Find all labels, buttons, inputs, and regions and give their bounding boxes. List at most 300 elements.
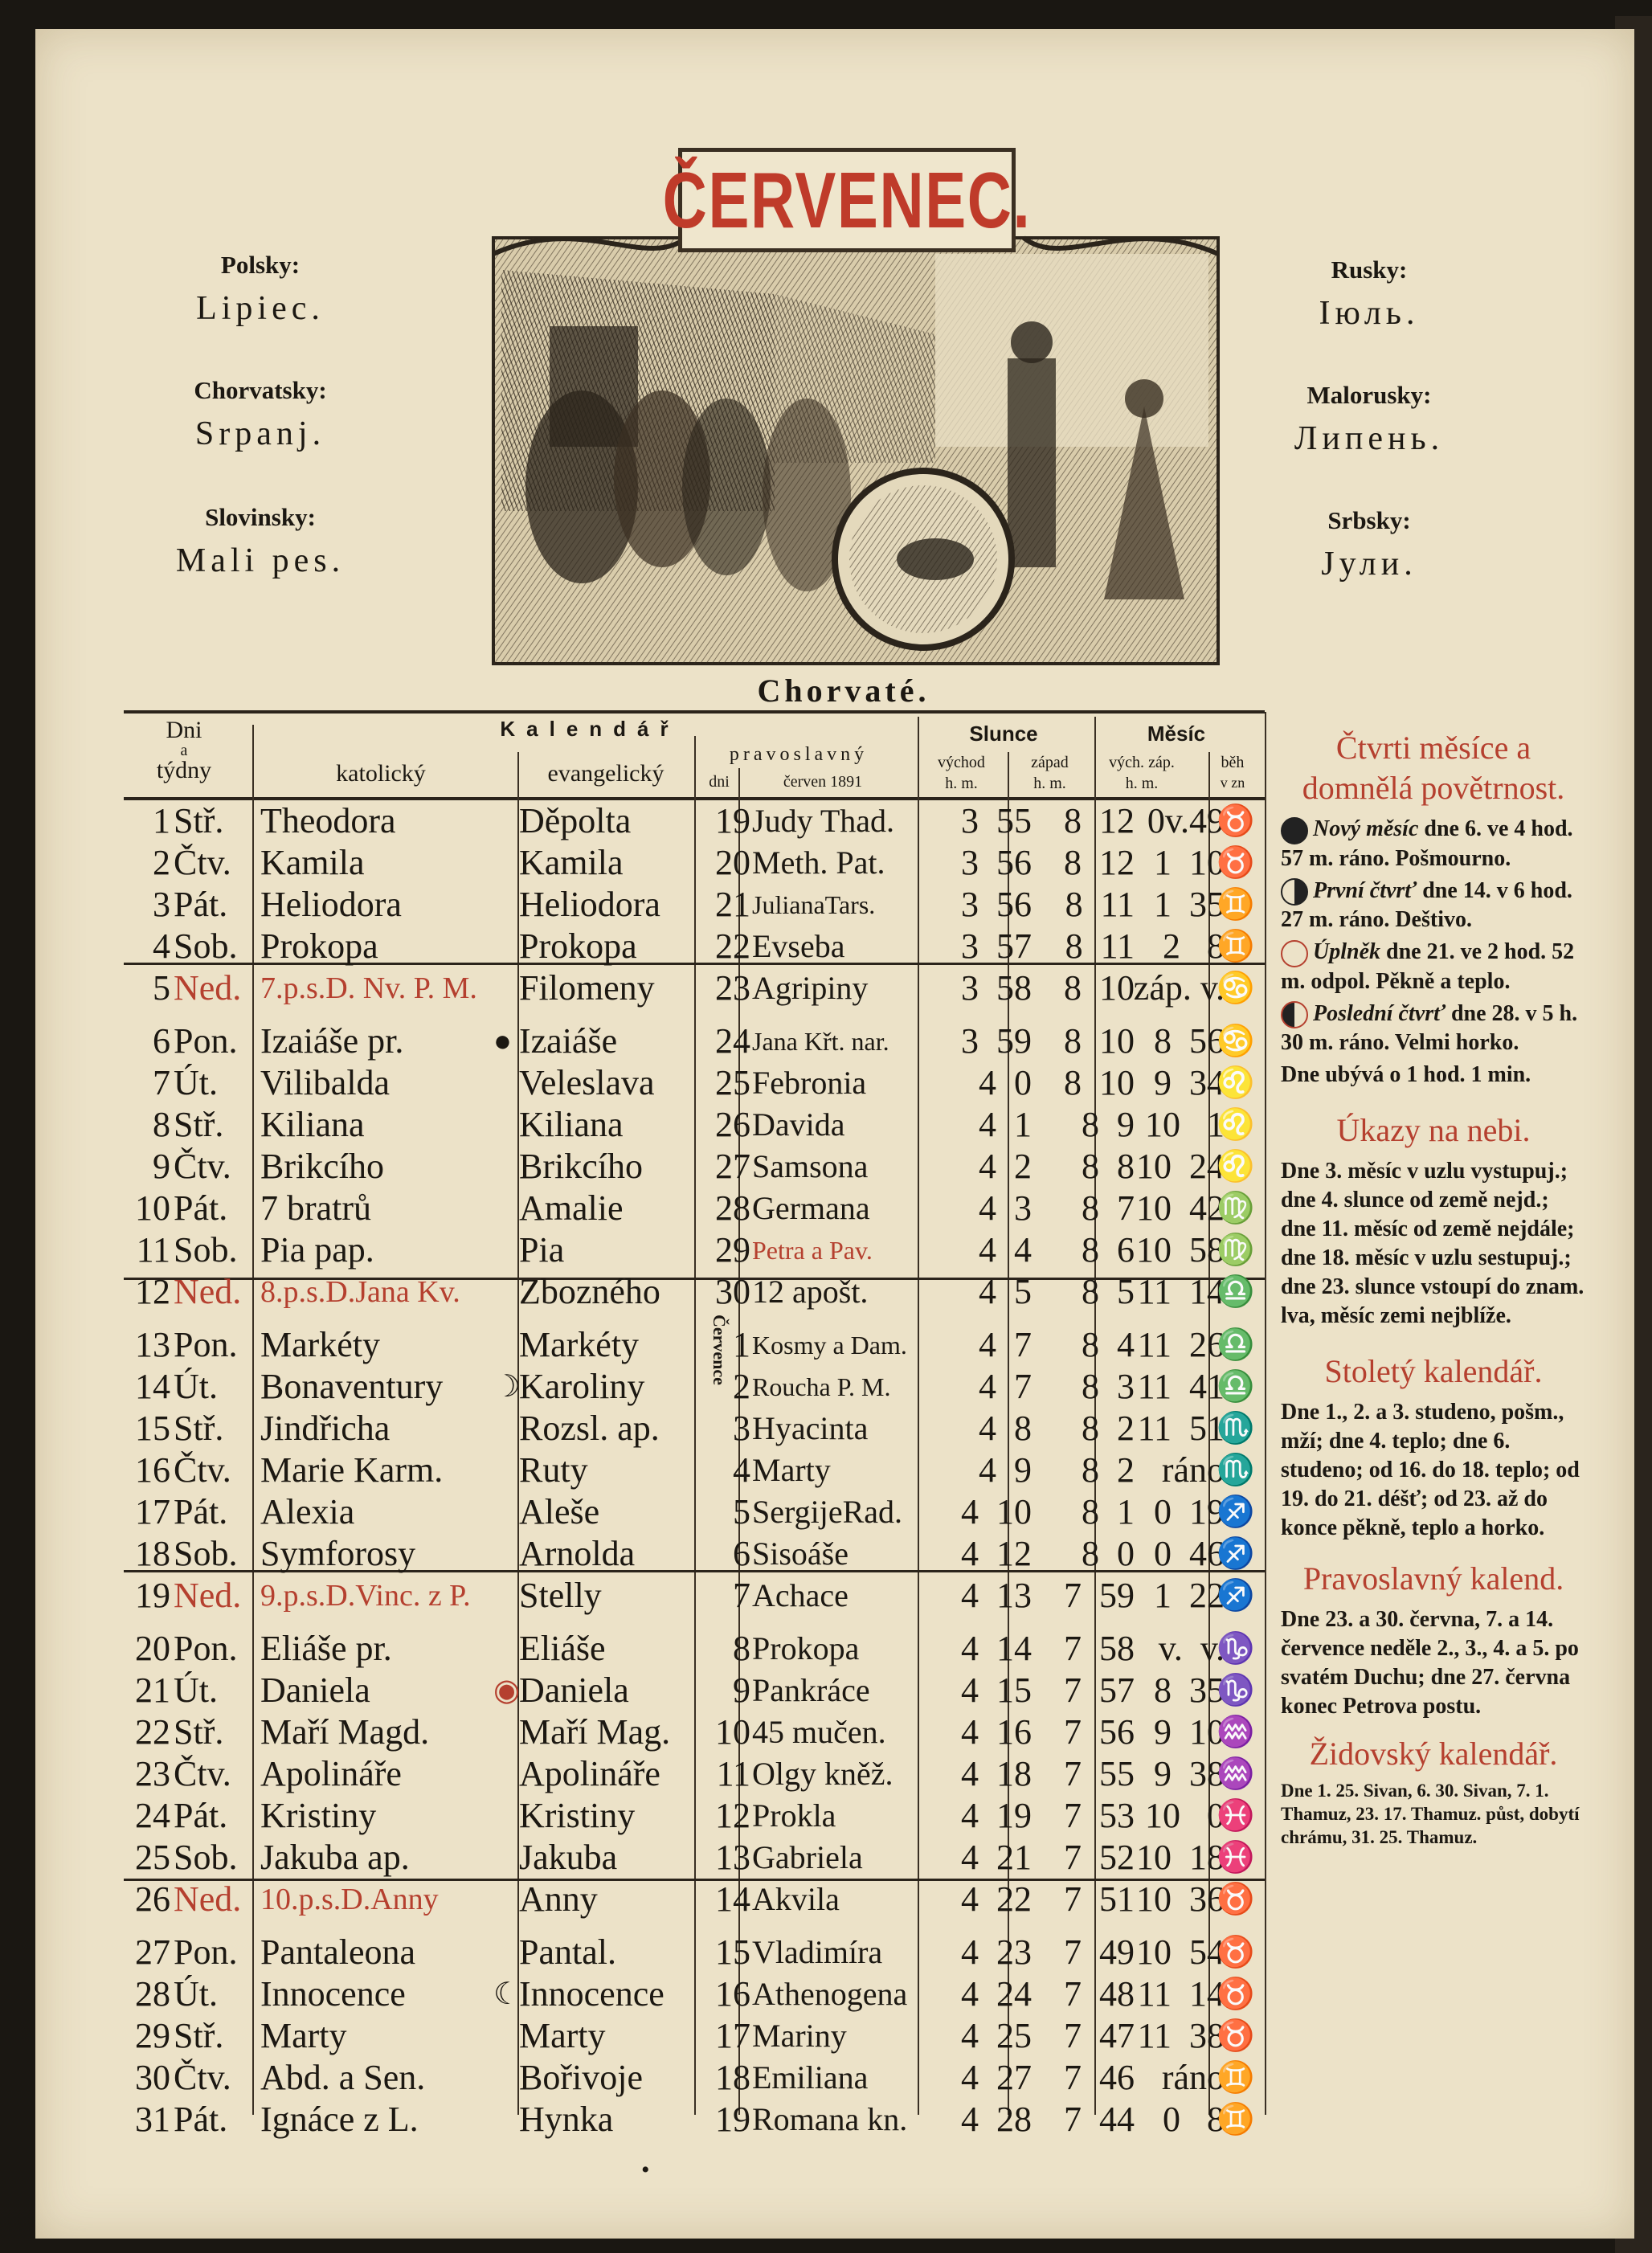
evangelical-name: Ruty <box>519 1450 588 1490</box>
moon-rise-set: 1 10 <box>1154 843 1225 882</box>
sunset-hour: 8 <box>1082 1105 1099 1144</box>
sunrise-minute: 2 <box>1014 1147 1032 1186</box>
evangelical-name: Maří Mag. <box>519 1712 671 1752</box>
evangelical-name: Stelly <box>519 1576 602 1615</box>
sunset-minute: 52 <box>1099 1838 1135 1877</box>
capricorn-zodiac-icon: ♑ <box>1217 1632 1255 1666</box>
header-pravoslavny: pravoslavný <box>729 744 869 765</box>
sunset-minute: 5 <box>1117 1272 1135 1311</box>
weekday: Ned. <box>174 1879 242 1919</box>
catholic-name: Markéty <box>260 1325 381 1364</box>
sunset-hour: 7 <box>1064 2058 1082 2097</box>
century-title: Stoletý kalendář. <box>1324 1353 1543 1390</box>
phase-first-text: dne 14. v 6 hod. 27 m. ráno. Deštivo. <box>1281 877 1572 933</box>
sunrise-hour: 4 <box>961 1670 979 1710</box>
sunrise-hour: 3 <box>961 1021 979 1061</box>
day-number: 15 <box>135 1409 170 1448</box>
sunset-minute: 10 <box>1099 1063 1135 1102</box>
sunset-minute: 3 <box>1117 1367 1135 1406</box>
evangelical-name: Hynka <box>519 2100 614 2139</box>
weekday: Sob. <box>174 1534 238 1573</box>
orthodox-day: 17 <box>715 2016 750 2055</box>
moon-rise-set: 11 38 <box>1137 2016 1225 2055</box>
orthodox-name: 45 mučen. <box>752 1714 886 1750</box>
day-row <box>124 1020 1265 1062</box>
sunset-hour: 8 <box>1082 1188 1099 1228</box>
first-quarter-icon <box>1281 878 1308 906</box>
phases-list <box>1281 815 1586 1090</box>
libra-zodiac-icon: ♎ <box>1217 1328 1255 1362</box>
sunrise-minute: 58 <box>996 968 1032 1008</box>
moon-rise-set: 8 56 <box>1154 1021 1225 1061</box>
moon-rise-set: 9 10 <box>1154 1712 1225 1752</box>
day-number: 30 <box>135 2058 170 2097</box>
header-zap: záp. <box>1148 754 1175 771</box>
orthodox-day: 10 <box>715 1712 750 1752</box>
phase-full <box>1281 938 1586 996</box>
sunset-minute: 58 <box>1099 1629 1135 1668</box>
day-row <box>124 967 1265 1009</box>
sunrise-hour: 4 <box>961 1838 979 1877</box>
orthodox-day: 30 <box>715 1272 750 1311</box>
weekday: Pon. <box>174 1325 238 1364</box>
orthodox-name: Gabriela <box>752 1839 863 1875</box>
sunset-hour: 7 <box>1064 1796 1082 1835</box>
orthodox-name: Mariny <box>752 2018 847 2054</box>
orthodox-name: SergijeRad. <box>752 1494 903 1530</box>
sunrise-hour: 4 <box>961 2100 979 2139</box>
sunset-hour: 7 <box>1064 1576 1082 1615</box>
catholic-name: Ignáce z L. <box>260 2100 419 2139</box>
orthodox-name: Petra a Pav. <box>752 1236 873 1265</box>
sunset-hour: 8 <box>1082 1492 1099 1531</box>
catholic-name: 7 bratrů <box>260 1188 372 1228</box>
croatian-label: Chorvatsky: <box>194 376 327 404</box>
day-row <box>124 842 1265 884</box>
sunrise-hour: 3 <box>961 926 979 966</box>
sunrise-hour: 4 <box>979 1063 996 1102</box>
evangelical-name: Bořivoje <box>519 2058 643 2097</box>
orthodox-day: 5 <box>733 1492 750 1531</box>
evangelical-name: Amalie <box>519 1188 624 1228</box>
weekday: Ned. <box>174 1272 242 1311</box>
weekday: Sob. <box>174 926 238 966</box>
sunrise-hour: 4 <box>979 1105 996 1144</box>
orthodox-day: 7 <box>733 1576 750 1615</box>
moon-rise-set: 10 36 <box>1136 1879 1225 1919</box>
orthodox-day: 19 <box>715 2100 750 2139</box>
sunrise-minute: 23 <box>996 1932 1032 1972</box>
sunset-hour: 7 <box>1064 1974 1082 2014</box>
gemini-zodiac-icon: ♊ <box>1217 930 1255 963</box>
polish-name: Lipiec. <box>196 290 325 327</box>
sunset-minute: 6 <box>1117 1230 1135 1270</box>
day-number: 14 <box>135 1367 170 1406</box>
header-beh: běh <box>1221 754 1245 771</box>
sunset-minute: 12 <box>1099 843 1135 882</box>
sunrise-minute: 57 <box>996 926 1032 966</box>
sagittarius-zodiac-icon: ♐ <box>1217 1579 1255 1613</box>
orthodox-title: Pravoslavný kalend. <box>1302 1560 1564 1597</box>
sunset-minute: 12 <box>1099 801 1135 840</box>
sunset-hour: 7 <box>1064 1838 1082 1877</box>
moon-rise-set: 11 14 <box>1137 1974 1225 2014</box>
weekday: Út. <box>174 1063 218 1102</box>
moon-rise-set: 10 18 <box>1136 1838 1225 1877</box>
orthodox-name: Vladimíra <box>752 1934 883 1970</box>
weekday: Stř. <box>174 1409 224 1448</box>
sagittarius-zodiac-icon: ♐ <box>1217 1495 1255 1529</box>
day-number: 4 <box>153 926 170 966</box>
pisces-zodiac-icon: ♓ <box>1217 1799 1255 1833</box>
day-number: 19 <box>135 1576 170 1615</box>
evangelical-name: Jakuba <box>519 1838 618 1877</box>
sunrise-minute: 14 <box>996 1629 1032 1668</box>
moon-rise-set: 0 46 <box>1154 1534 1225 1573</box>
orthodox-name: Hyacinta <box>752 1410 869 1446</box>
sunrise-minute: 24 <box>996 1974 1032 2014</box>
evangelical-name: Děpolta <box>519 801 632 840</box>
orthodox-name: Davida <box>752 1106 845 1143</box>
weekday: Pát. <box>174 885 228 924</box>
catholic-name: Jindřicha <box>260 1409 391 1448</box>
evangelical-name: Kamila <box>519 843 624 882</box>
orthodox-name: Emiliana <box>752 2059 869 2096</box>
day-row <box>124 1146 1265 1188</box>
moon-rise-set: 1 22 <box>1154 1576 1225 1615</box>
pisces-zodiac-icon: ♓ <box>1217 1841 1255 1875</box>
orthodox-day: 18 <box>715 2058 750 2097</box>
phase-new <box>1281 815 1586 873</box>
weekday: Pon. <box>174 1629 238 1668</box>
sunset-hour: 8 <box>1082 1367 1099 1406</box>
evangelical-name: Innocence <box>519 1974 664 2014</box>
orthodox-day: 1 <box>733 1325 750 1364</box>
virgo-zodiac-icon: ♍ <box>1217 1192 1255 1225</box>
catholic-name: Marty <box>260 2016 347 2055</box>
sunset-minute: 10 <box>1099 1021 1135 1061</box>
orthodox-name: Jana Křt. nar. <box>752 1027 889 1056</box>
day-number: 9 <box>153 1147 170 1186</box>
sunset-hour: 8 <box>1082 1147 1099 1186</box>
sunrise-hour: 4 <box>961 1629 979 1668</box>
moon-rise-set: 11 51 <box>1137 1409 1225 1448</box>
sunset-minute: 51 <box>1099 1879 1135 1919</box>
sky-text: Dne 3. měsíc v uzlu vystupuj.; dne 4. slunce od země nejd.; dne 11. měsíc od země nejdále; dne 18. měsíc v uzlu sestupuj.; dne 23. slunce vstoupí do znam. lva, měsíc zemi nejblíže. <box>1281 1159 1585 1329</box>
day-row <box>124 1932 1265 1973</box>
orthodox-name: 12 apošt. <box>752 1274 869 1310</box>
day-row <box>124 1795 1265 1837</box>
day-row <box>124 1837 1265 1879</box>
sunset-minute: 0 <box>1117 1534 1135 1573</box>
sunset-hour: 7 <box>1064 1754 1082 1793</box>
ukrainian-name: Липень. <box>1294 420 1445 457</box>
header-evangelicky: evangelický <box>547 760 664 787</box>
catholic-name: Kristiny <box>260 1796 377 1835</box>
catholic-name: 8.p.s.D.Jana Kv. <box>260 1275 460 1309</box>
day-number: 25 <box>135 1838 170 1877</box>
sunrise-hour: 4 <box>979 1450 996 1490</box>
weekday: Sob. <box>174 1838 238 1877</box>
sunset-hour: 8 <box>1082 1230 1099 1270</box>
orthodox-name: Akvila <box>752 1881 840 1917</box>
orthodox-day: 2 <box>733 1367 750 1406</box>
evangelical-name: Markéty <box>519 1325 640 1364</box>
evangelical-name: Prokopa <box>519 926 637 966</box>
serbian-label: Srbsky: <box>1327 506 1411 534</box>
moon-rise-set: ráno <box>1161 1450 1225 1490</box>
evangelical-name: Karoliny <box>519 1367 645 1406</box>
evangelical-name: Marty <box>519 2016 606 2055</box>
phases-title: Čtvrti měsíce a domnělá povětrnost. <box>1302 730 1565 806</box>
orthodox-day: 3 <box>733 1409 750 1448</box>
virgo-zodiac-icon: ♍ <box>1217 1233 1255 1267</box>
weekday: Ned. <box>174 1576 242 1615</box>
orthodox-day: 6 <box>733 1534 750 1573</box>
catholic-name: Abd. a Sen. <box>260 2058 426 2097</box>
full-moon-icon <box>1281 940 1308 967</box>
full-moon-phase-icon: ◉ <box>493 1674 521 1707</box>
evangelical-name: Anny <box>519 1879 598 1919</box>
orthodox-day: 4 <box>733 1450 750 1490</box>
leo-zodiac-icon: ♌ <box>1217 1108 1255 1142</box>
sunset-minute: 47 <box>1099 2016 1135 2055</box>
orthodox-name: Pankráce <box>752 1672 870 1708</box>
leo-zodiac-icon: ♌ <box>1217 1066 1255 1100</box>
day-number: 7 <box>153 1063 170 1102</box>
weekday: Čtv. <box>174 1754 231 1793</box>
croatian-name: Srpanj. <box>194 415 326 452</box>
day-row <box>124 1062 1265 1104</box>
sunset-hour: 8 <box>1065 926 1083 966</box>
moon-rise-set: 10 42 <box>1136 1188 1225 1228</box>
evangelical-name: Apolináře <box>519 1754 660 1793</box>
day-number: 26 <box>135 1879 170 1919</box>
orthodox-name: Sisoáše <box>752 1535 848 1572</box>
new-moon-icon <box>1281 817 1308 844</box>
day-number: 3 <box>153 885 170 924</box>
new-moon-phase-icon: ● <box>493 1024 512 1058</box>
evangelical-name: Filomeny <box>519 968 655 1008</box>
sunset-hour: 8 <box>1082 1409 1099 1448</box>
moon-rise-set: 11 26 <box>1137 1325 1225 1364</box>
page-dot: • <box>641 2157 650 2183</box>
orthodox-day: 15 <box>715 1932 750 1972</box>
sunrise-minute: 8 <box>1014 1409 1032 1448</box>
sunrise-hour: 4 <box>961 2016 979 2055</box>
sunset-hour: 8 <box>1064 1063 1082 1102</box>
cancer-zodiac-icon: ♋ <box>1217 971 1255 1005</box>
scorpio-zodiac-icon: ♏ <box>1217 1412 1255 1445</box>
orthodox-text: Dne 23. a 30. června, 7. a 14. července neděle 2., 3., 4. a 5. po svatém Duchu; dne 27. června konec Petrova postu. <box>1281 1607 1579 1719</box>
slovenian-name: Mali pes. <box>175 542 346 579</box>
weekday: Stř. <box>174 2016 224 2055</box>
sunrise-hour: 3 <box>961 885 979 924</box>
sunrise-hour: 4 <box>961 1974 979 2014</box>
orthodox-day: 11 <box>716 1754 750 1793</box>
evangelical-name: Izaiáše <box>519 1021 618 1061</box>
moon-rise-set: 0v.49 <box>1147 801 1225 840</box>
weekday: Pát. <box>174 1796 228 1835</box>
moon-rise-set: 10 58 <box>1136 1230 1225 1270</box>
sunset-hour: 7 <box>1064 2016 1082 2055</box>
day-number: 2 <box>153 843 170 882</box>
orthodox-day: 28 <box>715 1188 750 1228</box>
weekday: Stř. <box>174 1105 224 1144</box>
first-moon-phase-icon: ☽ <box>493 1370 521 1404</box>
sunrise-minute: 56 <box>996 843 1032 882</box>
sunset-minute: 11 <box>1100 926 1135 966</box>
day-number: 24 <box>135 1796 170 1835</box>
sagittarius-zodiac-icon: ♐ <box>1217 1537 1255 1571</box>
sunset-minute: 8 <box>1117 1147 1135 1186</box>
day-number: 10 <box>135 1188 170 1228</box>
orthodox-day: 14 <box>715 1879 750 1919</box>
weekday: Pon. <box>174 1021 238 1061</box>
sunset-hour: 7 <box>1064 1670 1082 1710</box>
sunset-minute: 9 <box>1117 1105 1135 1144</box>
sunrise-minute: 18 <box>996 1754 1032 1793</box>
sunrise-hour: 4 <box>961 1879 979 1919</box>
header-sun-set-hm: h. m. <box>1033 775 1066 792</box>
sunrise-minute: 10 <box>996 1492 1032 1531</box>
moon-rise-set: 10 54 <box>1136 1932 1225 1972</box>
orthodox-name: JulianaTars. <box>752 890 876 919</box>
sunset-hour: 7 <box>1064 1712 1082 1752</box>
slovenian-label: Slovinsky: <box>205 503 316 531</box>
header-sun-rise-hm: h. m. <box>945 775 978 792</box>
sunrise-minute: 56 <box>996 885 1032 924</box>
sunrise-hour: 3 <box>961 801 979 840</box>
orthodox-day: 29 <box>715 1230 750 1270</box>
sunset-minute: 59 <box>1099 1576 1135 1615</box>
orthodox-name: Olgy kněž. <box>752 1756 893 1792</box>
orthodox-day: 8 <box>733 1629 750 1668</box>
weekday: Stř. <box>174 801 224 840</box>
header-a: a <box>180 742 188 759</box>
calendar-page <box>35 29 1634 2239</box>
sunrise-hour: 4 <box>979 1272 996 1311</box>
day-number: 27 <box>135 1932 170 1972</box>
day-row <box>124 1324 1265 1366</box>
evangelical-name: Heliodora <box>519 885 660 924</box>
sunrise-minute: 13 <box>996 1576 1032 1615</box>
day-number: 31 <box>135 2100 170 2139</box>
day-row <box>124 1973 1265 2015</box>
orthodox-day: 25 <box>715 1063 750 1102</box>
last-moon-phase-icon: ☾ <box>493 1977 521 2011</box>
taurus-zodiac-icon: ♉ <box>1217 2019 1255 2053</box>
sunset-hour: 8 <box>1064 801 1082 840</box>
weekday: Út. <box>174 1974 218 2014</box>
day-row <box>124 1628 1265 1670</box>
catholic-name: Alexia <box>260 1492 355 1531</box>
catholic-name: Pantaleona <box>260 1932 416 1972</box>
moon-rise-set: záp. v. <box>1133 968 1225 1008</box>
day-row <box>124 1229 1265 1271</box>
catholic-name: 7.p.s.D. Nv. P. M. <box>260 971 477 1005</box>
orthodox-name: Marty <box>752 1452 831 1488</box>
day-row <box>124 1491 1265 1533</box>
sunset-minute: 1 <box>1117 1492 1135 1531</box>
header-pravoslavny-mesic: červen 1891 <box>783 773 863 791</box>
day-number: 21 <box>135 1670 170 1710</box>
orthodox-day: 21 <box>715 885 750 924</box>
day-number: 23 <box>135 1754 170 1793</box>
orthodox-day: 9 <box>733 1670 750 1710</box>
catholic-name: Izaiáše pr. <box>260 1021 404 1061</box>
sunrise-minute: 9 <box>1014 1450 1032 1490</box>
orthodox-name: Agripiny <box>752 970 869 1006</box>
day-row <box>124 884 1265 926</box>
sunrise-minute: 3 <box>1014 1188 1032 1228</box>
phase-last <box>1281 1000 1586 1058</box>
sunrise-minute: 22 <box>996 1879 1032 1919</box>
sunrise-hour: 4 <box>961 1492 979 1531</box>
day-row <box>124 2057 1265 2099</box>
day-number: 17 <box>135 1492 170 1531</box>
sunrise-minute: 16 <box>996 1712 1032 1752</box>
sunset-minute: 2 <box>1117 1409 1135 1448</box>
day-length-text: Dne ubývá o 1 hod. 1 min. <box>1281 1062 1531 1088</box>
moon-rise-set: 10 0 <box>1145 1796 1225 1835</box>
sunset-hour: 7 <box>1064 1629 1082 1668</box>
scorpio-zodiac-icon: ♏ <box>1217 1454 1255 1487</box>
jewish-text: Dne 1. 25. Sivan, 6. 30. Sivan, 7. 1. Thamuz, 23. 17. Thamuz. půst, dobytí chrámu, 31. 25. Thamuz. <box>1281 1781 1580 1848</box>
weekday: Sob. <box>174 1230 238 1270</box>
evangelical-name: Pantal. <box>519 1932 616 1972</box>
day-row <box>124 1188 1265 1229</box>
header-tydny: týdny <box>156 757 212 783</box>
header-katolicky: katolický <box>336 760 426 787</box>
moon-rise-set: 11 14 <box>1137 1272 1225 1311</box>
sunset-hour: 8 <box>1065 885 1083 924</box>
sunset-hour: 8 <box>1082 1534 1099 1573</box>
sunset-hour: 8 <box>1082 1450 1099 1490</box>
header-mesic: Měsíc <box>1147 722 1206 746</box>
sunset-minute: 10 <box>1099 968 1135 1008</box>
serbian-name: Јули. <box>1321 546 1417 583</box>
sunrise-minute: 59 <box>996 1021 1032 1061</box>
evangelical-name: Kiliana <box>519 1105 624 1144</box>
evangelical-name: Aleše <box>519 1492 600 1531</box>
sunrise-minute: 12 <box>996 1534 1032 1573</box>
sunset-minute: 55 <box>1099 1754 1135 1793</box>
sunrise-minute: 7 <box>1014 1367 1032 1406</box>
gemini-zodiac-icon: ♊ <box>1217 888 1255 922</box>
weekday: Čtv. <box>174 1147 231 1186</box>
phase-new-text: dne 6. ve 4 hod. 57 m. ráno. Pošmourno. <box>1281 816 1573 871</box>
catholic-name: Innocence <box>260 1974 406 2014</box>
header-pravoslavny-dni: dni <box>709 773 730 791</box>
sunrise-minute: 15 <box>996 1670 1032 1710</box>
sunset-hour: 7 <box>1064 2100 1082 2139</box>
phase-full-text: dne 21. ve 2 hod. 52 m. odpol. Pěkně a teplo. <box>1281 939 1575 994</box>
sunset-minute: 11 <box>1100 885 1135 924</box>
day-number: 20 <box>135 1629 170 1668</box>
sunset-minute: 4 <box>1117 1325 1135 1364</box>
moon-rise-set: 2 8 <box>1163 926 1225 966</box>
leo-zodiac-icon: ♌ <box>1217 1150 1255 1184</box>
sunrise-minute: 7 <box>1014 1325 1032 1364</box>
sunset-minute: 46 <box>1099 2058 1135 2097</box>
col-rule-9 <box>1265 712 1266 2115</box>
orthodox-name: Achace <box>752 1577 848 1613</box>
capricorn-zodiac-icon: ♑ <box>1217 1674 1255 1707</box>
moon-rise-set: ráno <box>1161 2058 1225 2097</box>
taurus-zodiac-icon: ♉ <box>1217 1883 1255 1916</box>
day-number: 28 <box>135 1974 170 2014</box>
